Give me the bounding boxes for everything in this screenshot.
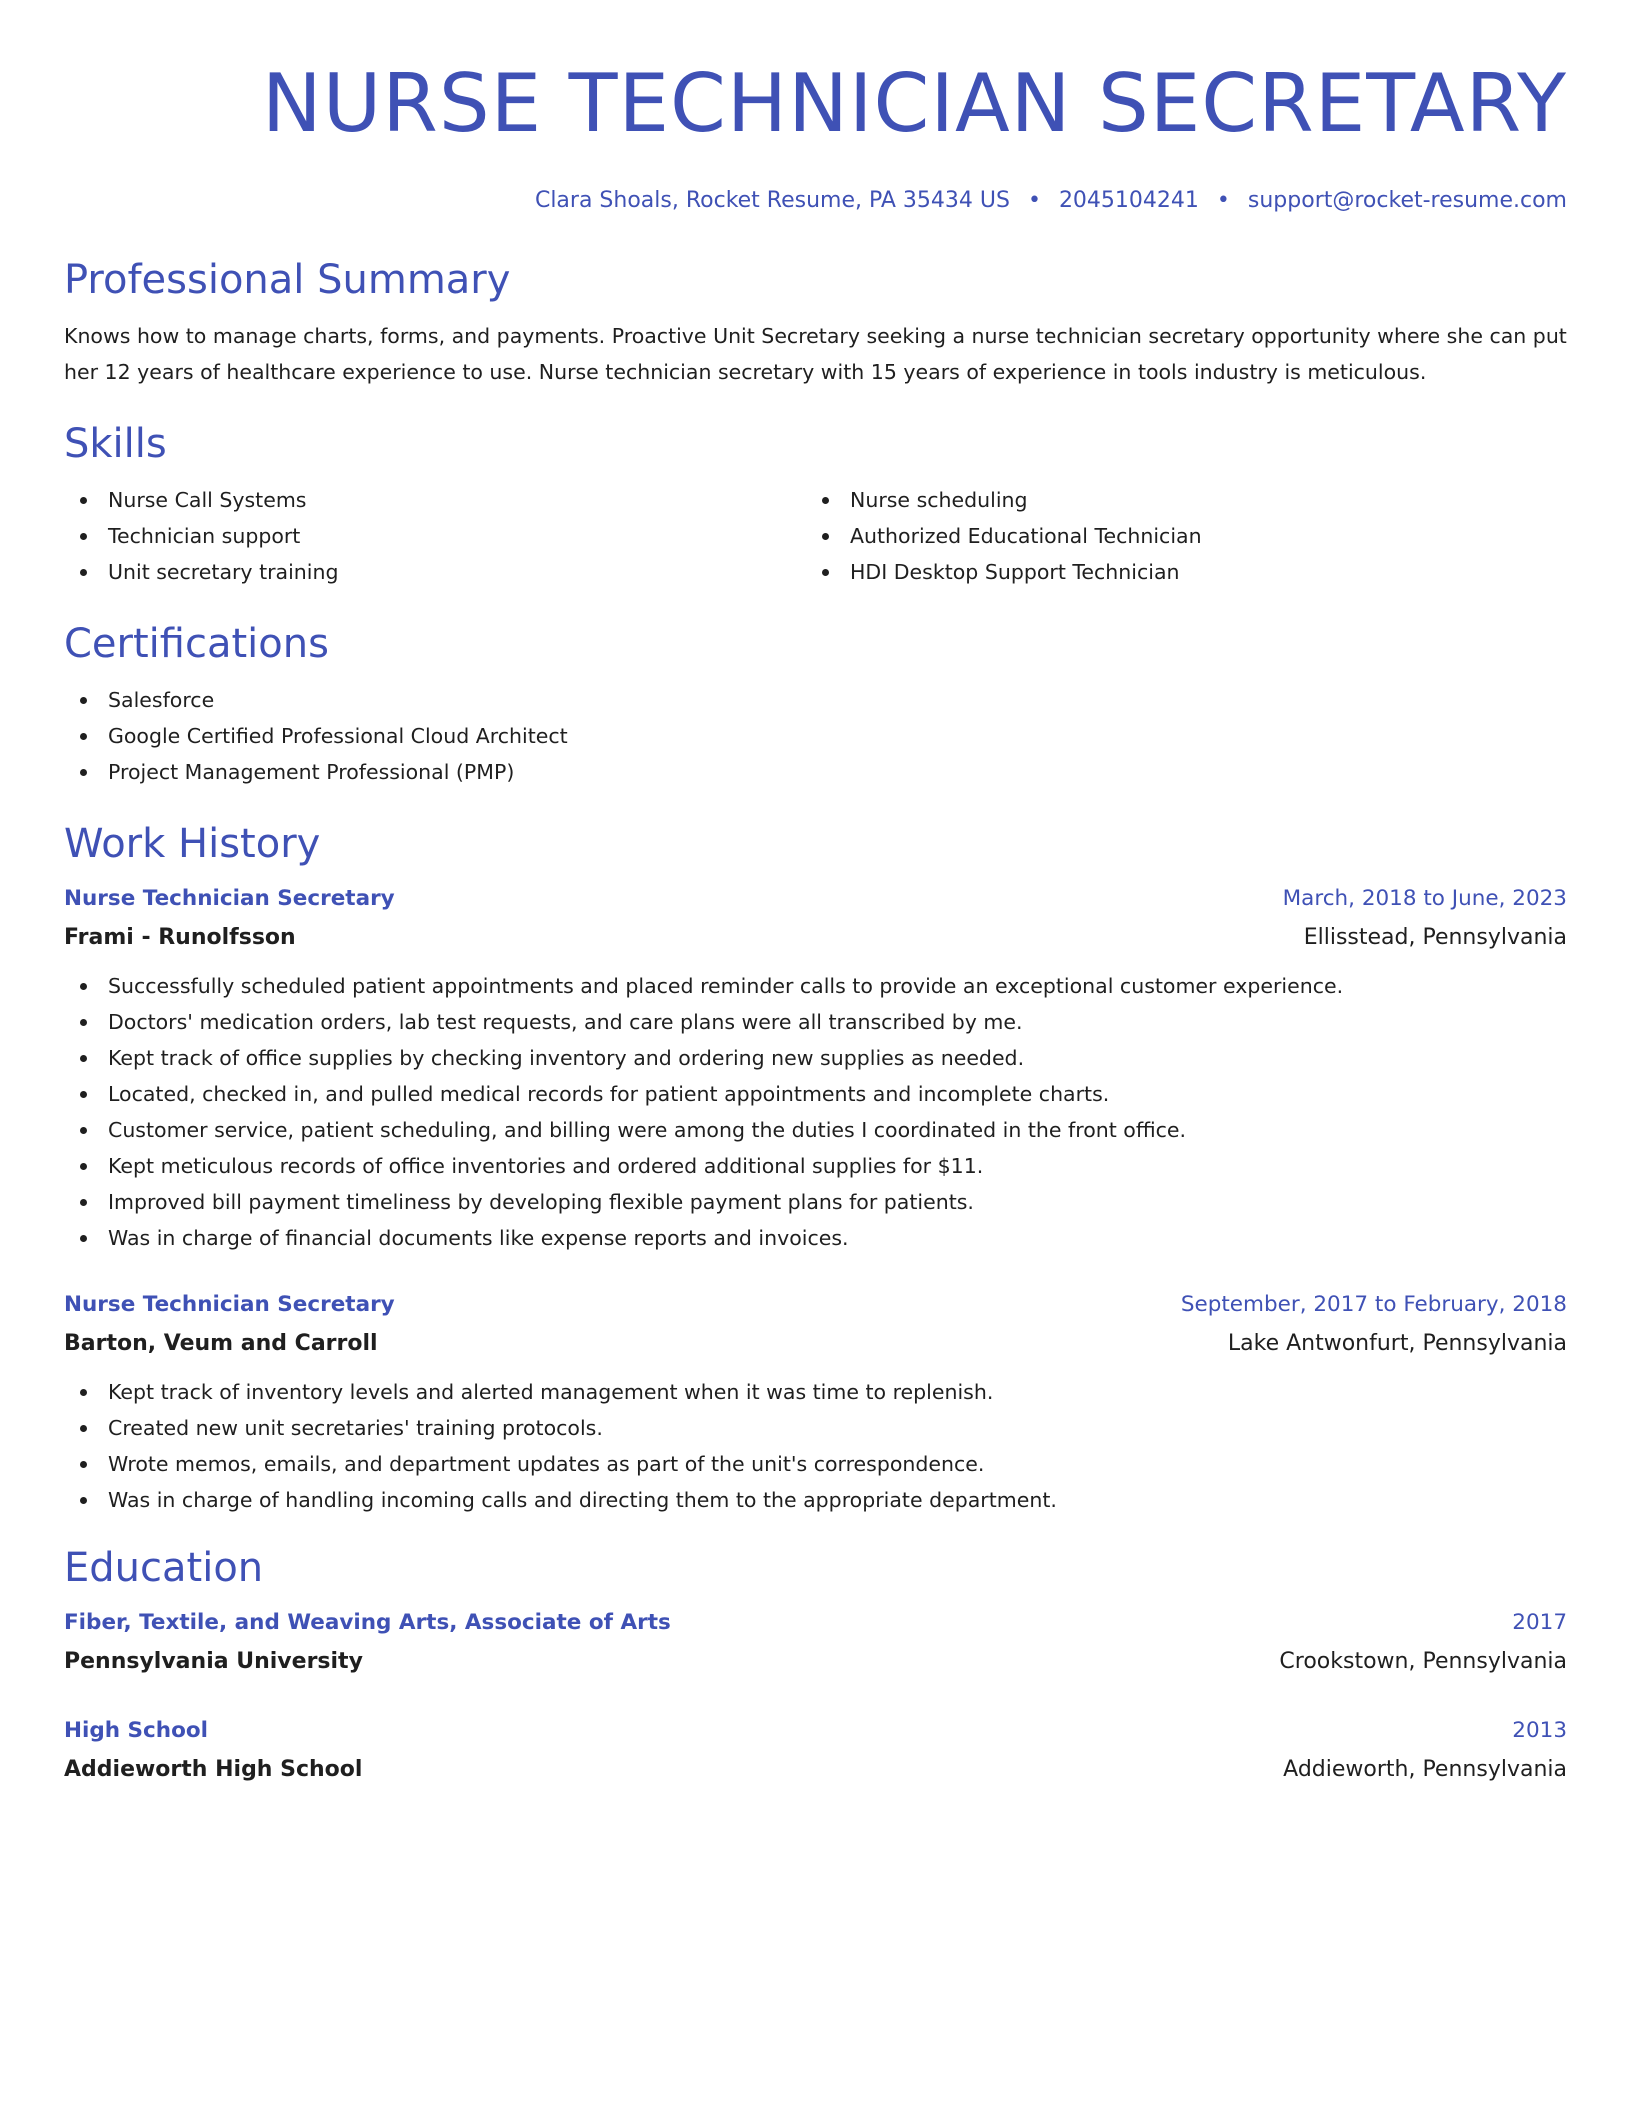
skill-item: Technician support bbox=[64, 518, 806, 554]
job-dates: March, 2018 to June, 2023 bbox=[1282, 886, 1567, 911]
education-location: Crookstown, Pennsylvania bbox=[1279, 1649, 1567, 1674]
education-entry bbox=[64, 1604, 1567, 1682]
contact-phone: 2045104241 bbox=[1058, 188, 1199, 213]
skills-column-right bbox=[806, 482, 1548, 590]
job-entry bbox=[64, 880, 1567, 1256]
work-history-heading: Work History bbox=[64, 821, 321, 867]
job-employer: Frami - Runolfsson bbox=[64, 925, 296, 950]
contact-separator: • bbox=[1216, 188, 1230, 213]
job-bullet: Improved bill payment timeliness by developing flexible payment plans for patients. bbox=[64, 1184, 1567, 1220]
skill-item: Nurse scheduling bbox=[806, 482, 1548, 518]
education-heading: Education bbox=[64, 1545, 264, 1591]
job-title: Nurse Technician Secretary bbox=[64, 1292, 395, 1317]
job-employer-row bbox=[64, 918, 1567, 958]
job-employer-row bbox=[64, 1324, 1567, 1364]
contact-separator: • bbox=[1027, 188, 1041, 213]
skills-grid bbox=[64, 482, 1567, 590]
job-bullet: Wrote memos, emails, and department updates as part of the unit's correspondence. bbox=[64, 1446, 1567, 1482]
certification-item: Project Management Professional (PMP) bbox=[64, 754, 1567, 790]
education-degree: Fiber, Textile, and Weaving Arts, Associate of Arts bbox=[64, 1610, 671, 1635]
skills-heading: Skills bbox=[64, 421, 167, 467]
job-bullet: Was in charge of handling incoming calls and directing them to the appropriate department. bbox=[64, 1482, 1567, 1518]
education-year: 2017 bbox=[1512, 1610, 1567, 1635]
contact-line bbox=[64, 186, 1567, 216]
job-dates: September, 2017 to February, 2018 bbox=[1180, 1292, 1567, 1317]
education-section bbox=[64, 1544, 1567, 1790]
education-location: Addieworth, Pennsylvania bbox=[1283, 1757, 1567, 1782]
job-bullet: Located, checked in, and pulled medical records for patient appointments and incomplete charts. bbox=[64, 1076, 1567, 1112]
certifications-heading: Certifications bbox=[64, 621, 329, 667]
job-title: Nurse Technician Secretary bbox=[64, 886, 395, 911]
education-entry bbox=[64, 1712, 1567, 1790]
resume-page bbox=[64, 0, 1567, 1790]
job-location: Lake Antwonfurt, Pennsylvania bbox=[1227, 1331, 1567, 1356]
job-title-row bbox=[64, 880, 1567, 918]
skill-item: HDI Desktop Support Technician bbox=[806, 554, 1548, 590]
job-bullet: Doctors' medication orders, lab test requests, and care plans were all transcribed by me. bbox=[64, 1004, 1567, 1040]
resume-title: NURSE TECHNICIAN SECRETARY bbox=[261, 57, 1567, 150]
job-entry bbox=[64, 1286, 1567, 1518]
education-degree-row bbox=[64, 1604, 1567, 1642]
summary-section bbox=[64, 256, 1567, 390]
contact-email: support@rocket-resume.com bbox=[1247, 188, 1567, 213]
job-employer: Barton, Veum and Carroll bbox=[64, 1331, 378, 1356]
job-location: Ellisstead, Pennsylvania bbox=[1303, 925, 1567, 950]
skill-item: Authorized Educational Technician bbox=[806, 518, 1548, 554]
job-bullet: Kept track of office supplies by checking inventory and ordering new supplies as needed. bbox=[64, 1040, 1567, 1076]
skills-column-left bbox=[64, 482, 806, 590]
work-history-section bbox=[64, 820, 1567, 1518]
education-school-row bbox=[64, 1642, 1567, 1682]
certification-item: Salesforce bbox=[64, 682, 1567, 718]
education-school: Addieworth High School bbox=[64, 1757, 363, 1782]
job-bullet: Kept track of inventory levels and alerted management when it was time to replenish. bbox=[64, 1374, 1567, 1410]
skills-section bbox=[64, 420, 1567, 590]
certifications-section bbox=[64, 620, 1567, 790]
contact-address: Clara Shoals, Rocket Resume, PA 35434 US bbox=[534, 188, 1010, 213]
education-degree: High School bbox=[64, 1718, 208, 1743]
job-bullet: Kept meticulous records of office inventories and ordered additional supplies for $11. bbox=[64, 1148, 1567, 1184]
job-bullet: Successfully scheduled patient appointments and placed reminder calls to provide an exceptional customer experience. bbox=[64, 968, 1567, 1004]
job-bullet: Customer service, patient scheduling, and billing were among the duties I coordinated in the front office. bbox=[64, 1112, 1567, 1148]
certification-item: Google Certified Professional Cloud Architect bbox=[64, 718, 1567, 754]
summary-heading: Professional Summary bbox=[64, 257, 511, 303]
skill-item: Nurse Call Systems bbox=[64, 482, 806, 518]
education-year: 2013 bbox=[1512, 1718, 1567, 1743]
education-degree-row bbox=[64, 1712, 1567, 1750]
summary-text: Knows how to manage charts, forms, and payments. Proactive Unit Secretary seeking a nurse technician secretary opportunity where she can put her 12 years of healthcare experience to use. Nurse technician secretary with 15 years of experience in tools industry is meticulous. bbox=[64, 324, 1567, 384]
skill-item: Unit secretary training bbox=[64, 554, 806, 590]
job-bullet: Was in charge of financial documents like expense reports and invoices. bbox=[64, 1220, 1567, 1256]
job-bullet: Created new unit secretaries' training protocols. bbox=[64, 1410, 1567, 1446]
job-title-row bbox=[64, 1286, 1567, 1324]
education-school: Pennsylvania University bbox=[64, 1649, 363, 1674]
education-school-row bbox=[64, 1750, 1567, 1790]
